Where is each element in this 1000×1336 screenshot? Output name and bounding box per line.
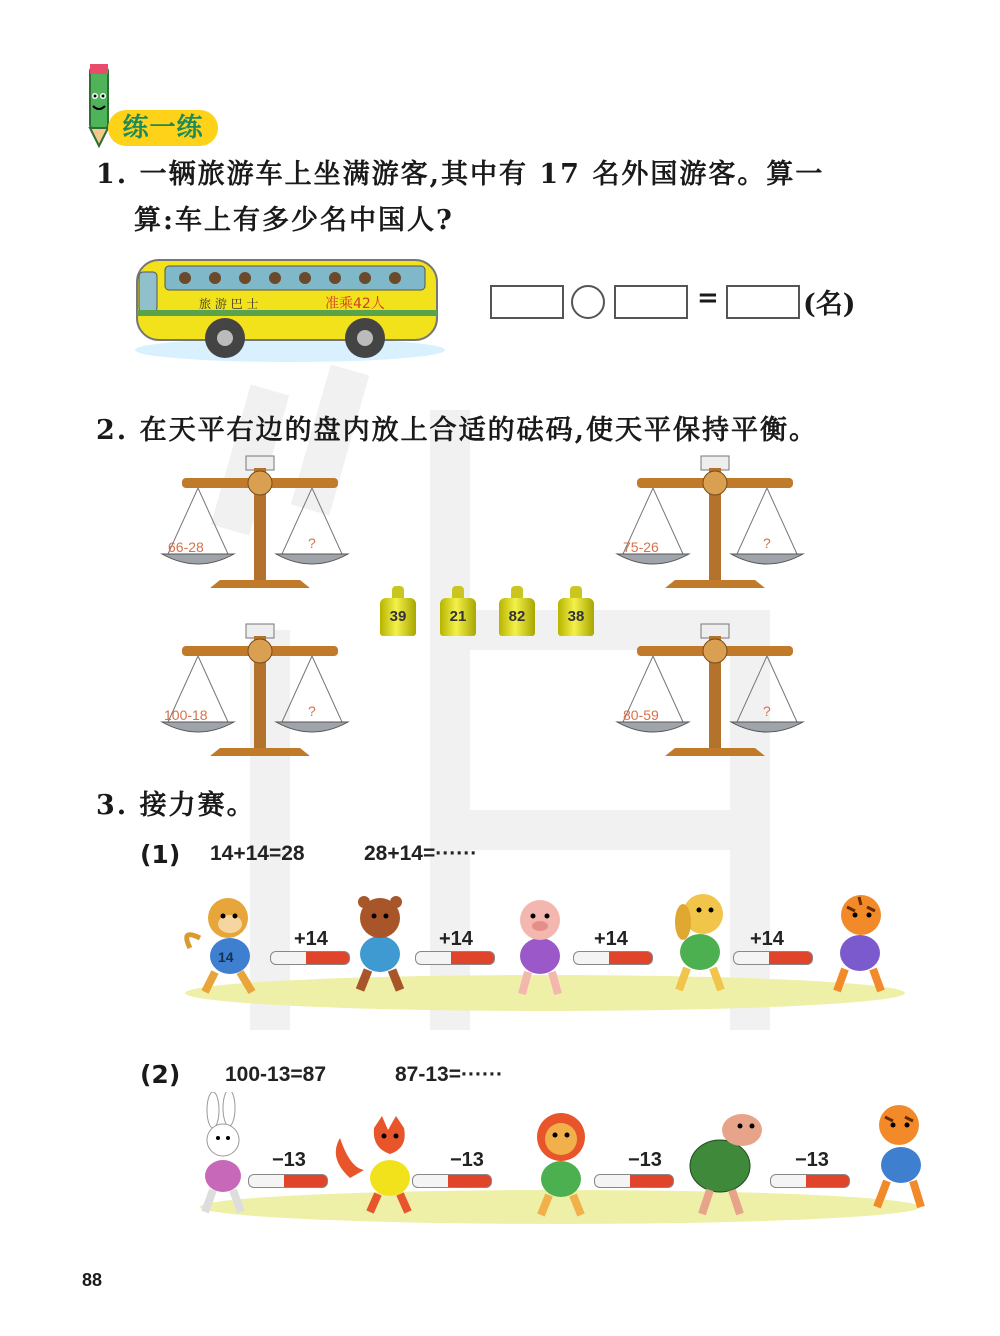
tour-bus-illustration [125,252,455,364]
balance-scale-4 [615,616,815,766]
part-2-op-2: −13 [450,1149,484,1171]
lion-runner [515,1105,605,1220]
part-1-op-2: +14 [439,928,473,950]
baton-1-2 [415,951,495,965]
unit-label: (名) [803,289,856,320]
tiger-runner-2 [855,1095,950,1220]
bear-runner [340,890,420,995]
part-2-equation-1: 100-13=87 [225,1063,327,1086]
question-1-line-1: 1. 一辆旅游车上坐满游客,其中有 17 名外国游客。算一 [96,159,825,190]
bus-capacity-text: 准乘42人 [325,296,385,312]
answer-box-1[interactable] [490,285,564,319]
part-2-equation-2: 87-13=······ [395,1063,503,1086]
part-2-label: (2) [140,1060,181,1089]
baton-2-1 [248,1174,328,1188]
equals-sign: = [697,283,719,313]
practice-badge [68,62,228,152]
part-1-equation-1: 14+14=28 [210,842,305,865]
part-1-equation-2: 28+14=······ [364,842,478,865]
scale-4-left-expression: 80-59 [623,707,659,723]
part-1-label: (1) [140,840,181,869]
question-3-text: 3. 接力赛。 [96,790,256,821]
part-2-op-1: −13 [272,1149,306,1171]
practice-label: 练一练 [108,110,218,146]
baton-2-2 [412,1174,492,1188]
part-1-op-1: +14 [294,928,328,950]
monkey-start-number: 14 [218,949,234,965]
scale-3-right-question: ? [308,703,316,719]
page-number: 88 [82,1270,103,1290]
balance-scale-2 [615,448,815,598]
scale-1-right-question: ? [308,535,316,551]
baton-2-4 [770,1174,850,1188]
baton-1-1 [270,951,350,965]
weight-82[interactable]: 82 [499,586,535,636]
part-1-op-4: +14 [750,928,784,950]
scale-2-left-expression: 75-26 [623,539,659,555]
dog-runner [655,882,745,997]
balance-scale-1 [160,448,360,598]
part-2-op-3: −13 [628,1149,662,1171]
bus-name-text: 旅 游 巴 士 [199,297,259,311]
answer-box-3[interactable] [726,285,800,319]
scale-4-right-question: ? [763,703,771,719]
scale-1-left-expression: 66-28 [168,539,204,555]
turtle-runner [680,1100,780,1220]
question-2-text: 2. 在天平右边的盘内放上合适的砝码,使天平保持平衡。 [96,415,818,446]
monkey-runner [180,888,280,998]
part-2-op-4: −13 [795,1149,829,1171]
baton-2-3 [594,1174,674,1188]
baton-1-4 [733,951,813,965]
answer-box-2[interactable] [614,285,688,319]
baton-1-3 [573,951,653,965]
weight-38[interactable]: 38 [558,586,594,636]
rabbit-runner [185,1092,265,1217]
part-1-op-3: +14 [594,928,628,950]
fox-runner [330,1108,435,1218]
weight-39[interactable]: 39 [380,586,416,636]
operator-circle[interactable] [571,285,605,319]
tiger-runner-1 [815,885,910,1000]
scale-3-left-expression: 100-18 [164,707,208,723]
weight-21[interactable]: 21 [440,586,476,636]
pig-runner [500,890,580,1000]
balance-scale-3 [160,616,360,766]
question-1-line-2: 算:车上有多少名中国人? [134,205,454,236]
scale-2-right-question: ? [763,535,771,551]
